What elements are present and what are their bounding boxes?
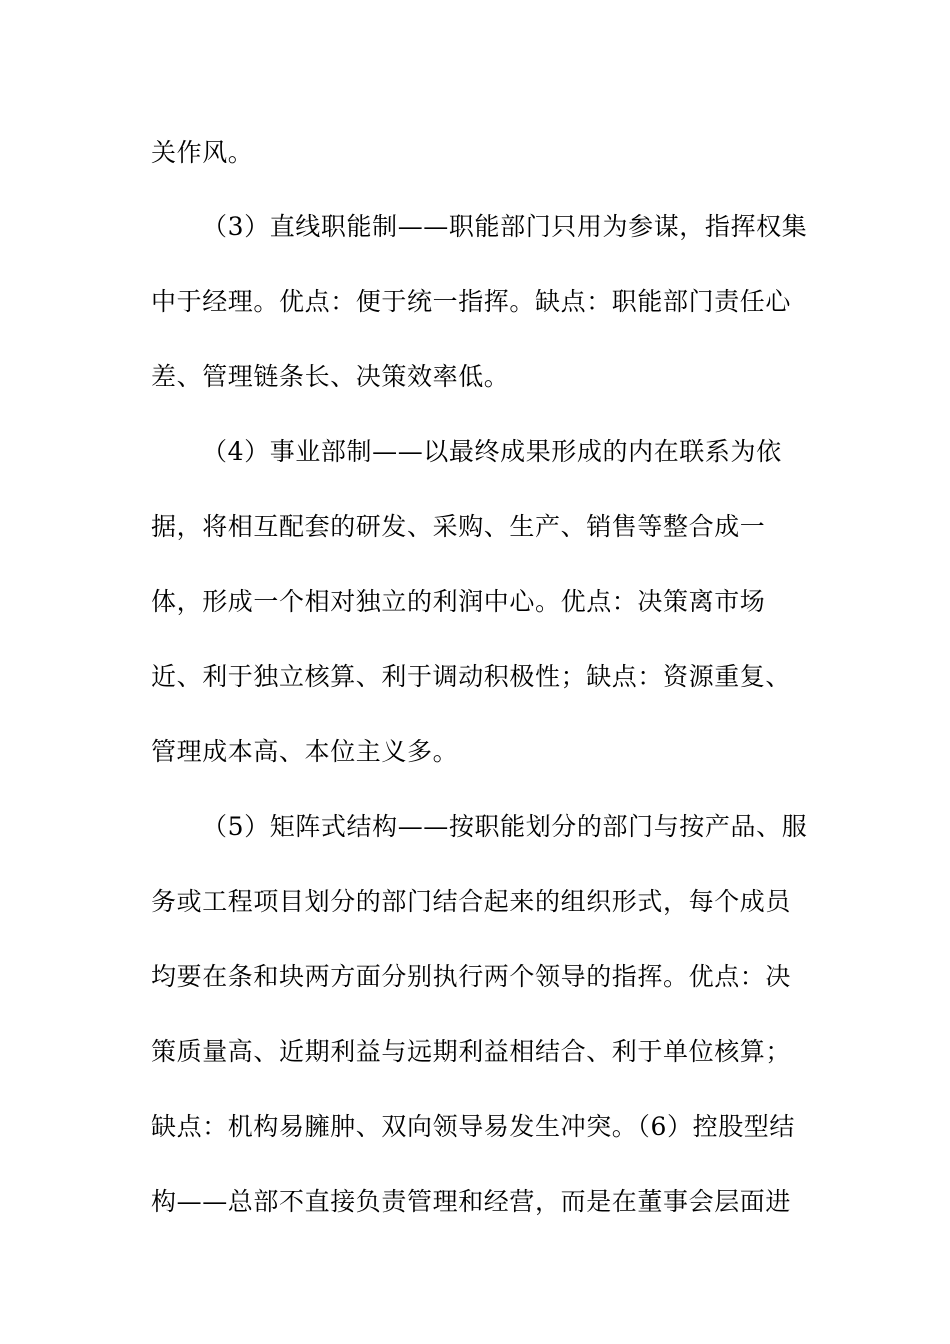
text-line: 缺点：机构易臃肿、双向领导易发生冲突。（6）控股型结 bbox=[151, 1112, 796, 1141]
text-line: 管理成本高、本位主义多。 bbox=[151, 737, 459, 766]
text-line: 关作风。 bbox=[151, 138, 254, 167]
text-line: 差、管理链条长、决策效率低。 bbox=[151, 362, 510, 391]
text-line: 务或工程项目划分的部门结合起来的组织形式，每个成员 bbox=[151, 887, 792, 916]
text-line: 策质量高、近期利益与远期利益相结合、利于单位核算； bbox=[151, 1037, 792, 1066]
text-line: 据，将相互配套的研发、采购、生产、销售等整合成一 bbox=[151, 512, 766, 541]
text-line: 体，形成一个相对独立的利润中心。优点：决策离市场 bbox=[151, 587, 766, 616]
text-line: 中于经理。优点：便于统一指挥。缺点：职能部门责任心 bbox=[151, 287, 792, 316]
text-line: 构——总部不直接负责管理和经营，而是在董事会层面进 bbox=[151, 1187, 792, 1216]
paragraph-3-line-1: （3）直线职能制——职能部门只用为参谋，指挥权集 bbox=[202, 212, 808, 241]
text-line: 均要在条和块两方面分别执行两个领导的指挥。优点：决 bbox=[151, 962, 792, 991]
text-line: 近、利于独立核算、利于调动积极性；缺点：资源重复、 bbox=[151, 662, 792, 691]
paragraph-5-line-1: （5）矩阵式结构——按职能划分的部门与按产品、服 bbox=[202, 812, 808, 841]
paragraph-4-line-1: （4）事业部制——以最终成果形成的内在联系为依 bbox=[202, 437, 782, 466]
